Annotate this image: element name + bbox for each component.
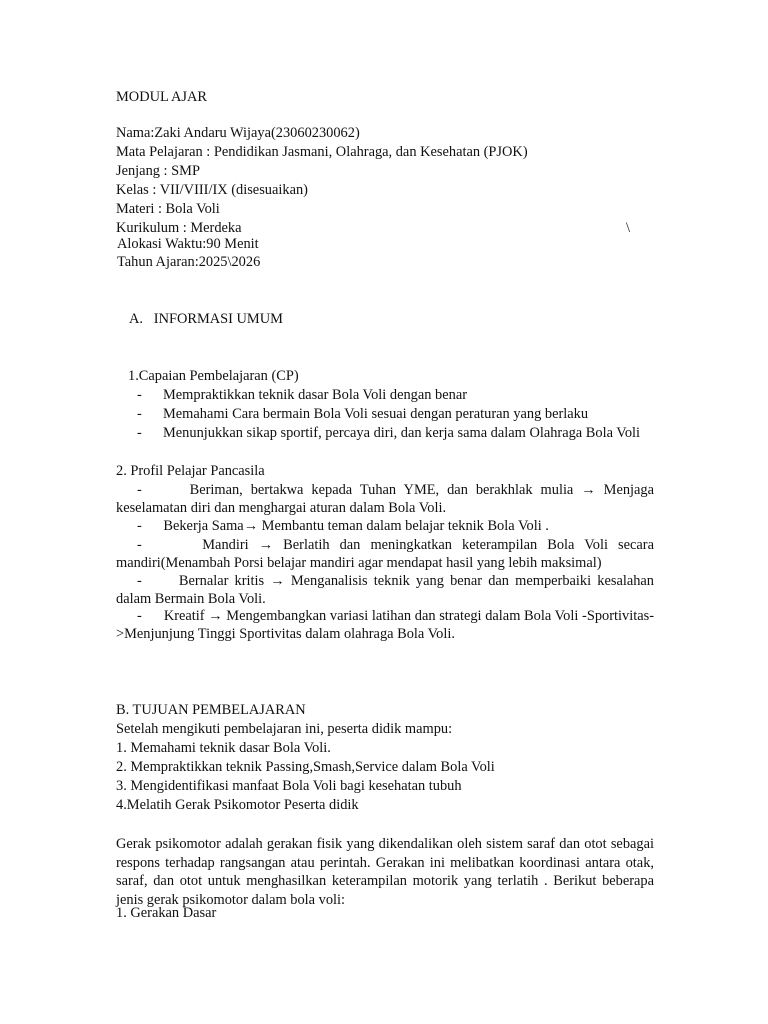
stray-backslash: \	[626, 220, 630, 236]
document-title: MODUL AJAR	[116, 89, 208, 105]
profil-item: - Bekerja Sama→ Membantu teman dalam belajar teknik Bola Voli .	[137, 518, 549, 534]
cp-item: Menunjukkan sikap sportif, percaya diri, dan kerja sama dalam Olahraga Bola Voli	[163, 425, 641, 441]
field-jenjang: Jenjang : SMP	[116, 163, 200, 179]
profil-heading: 2. Profil Pelajar Pancasila	[116, 463, 265, 479]
field-kelas: Kelas : VII/VIII/IX (disesuaikan)	[116, 182, 308, 198]
cp-dash: -	[137, 425, 142, 441]
cp-dash: -	[137, 406, 142, 422]
profil-item: - Beriman, bertakwa kepada Tuhan YME, dan berakhlak mulia → Menjaga keselamatan diri dan menghargai aturan dalam Bola Voli.	[116, 482, 658, 516]
section-b-heading: B. TUJUAN PEMBELAJARAN	[116, 702, 306, 718]
tujuan-item: 2. Mempraktikkan teknik Passing,Smash,Service dalam Bola Voli	[116, 759, 495, 775]
tujuan-item: 3. Mengidentifikasi manfaat Bola Voli bagi kesehatan tubuh	[116, 778, 462, 794]
cp-dash: -	[137, 387, 142, 403]
field-tahun-ajaran: Tahun Ajaran:2025\2026	[117, 254, 261, 270]
field-mata-pelajaran: Mata Pelajaran : Pendidikan Jasmani, Olahraga, dan Kesehatan (PJOK)	[116, 144, 528, 160]
field-nama: Nama:Zaki Andaru Wijaya(23060230062)	[116, 125, 360, 141]
field-alokasi-waktu: Alokasi Waktu:90 Menit	[117, 236, 259, 252]
tujuan-item: 1. Memahami teknik dasar Bola Voli.	[116, 740, 331, 756]
profil-item: - Bernalar kritis → Menganalisis teknik yang benar dan memperbaiki kesalahan dalam Bermain Bola Voli.	[116, 573, 658, 607]
gerakan-dasar-item: 1. Gerakan Dasar	[116, 905, 217, 921]
cp-item: Memahami Cara bermain Bola Voli sesuai dengan peraturan yang berlaku	[163, 406, 589, 422]
section-b-intro: Setelah mengikuti pembelajaran ini, peserta didik mampu:	[116, 721, 453, 737]
tujuan-item: 4.Melatih Gerak Psikomotor Peserta didik	[116, 797, 359, 813]
cp-item: Mempraktikkan teknik dasar Bola Voli dengan benar	[163, 387, 467, 403]
profil-item: - Mandiri → Berlatih dan meningkatkan keterampilan Bola Voli secara mandiri(Menambah Porsi belajar mandiri agar mendapat hasil yang lebih maksimal)	[116, 537, 658, 571]
cp-heading: 1.Capaian Pembelajaran (CP)	[128, 368, 299, 384]
field-materi: Materi : Bola Voli	[116, 201, 220, 217]
section-a-heading: A. INFORMASI UMUM	[129, 311, 283, 327]
profil-item: - Kreatif → Mengembangkan variasi latihan dan strategi dalam Bola Voli -Sportivitas->Menjunjung Tinggi Sportivitas dalam olahraga Bola Voli.	[116, 608, 654, 642]
field-kurikulum: Kurikulum : Merdeka	[116, 220, 242, 236]
psikomotor-paragraph: Gerak psikomotor adalah gerakan fisik yang dikendalikan oleh sistem saraf dan otot sebagai respons terhadap rangsangan atau perintah. Gerakan ini melibatkan koordinasi antara otak, saraf, dan otot untuk menghasilkan keterampilan motorik yang terlatih . Berikut beberapa jenis gerak psikomotor dalam bola voli:	[116, 836, 654, 908]
